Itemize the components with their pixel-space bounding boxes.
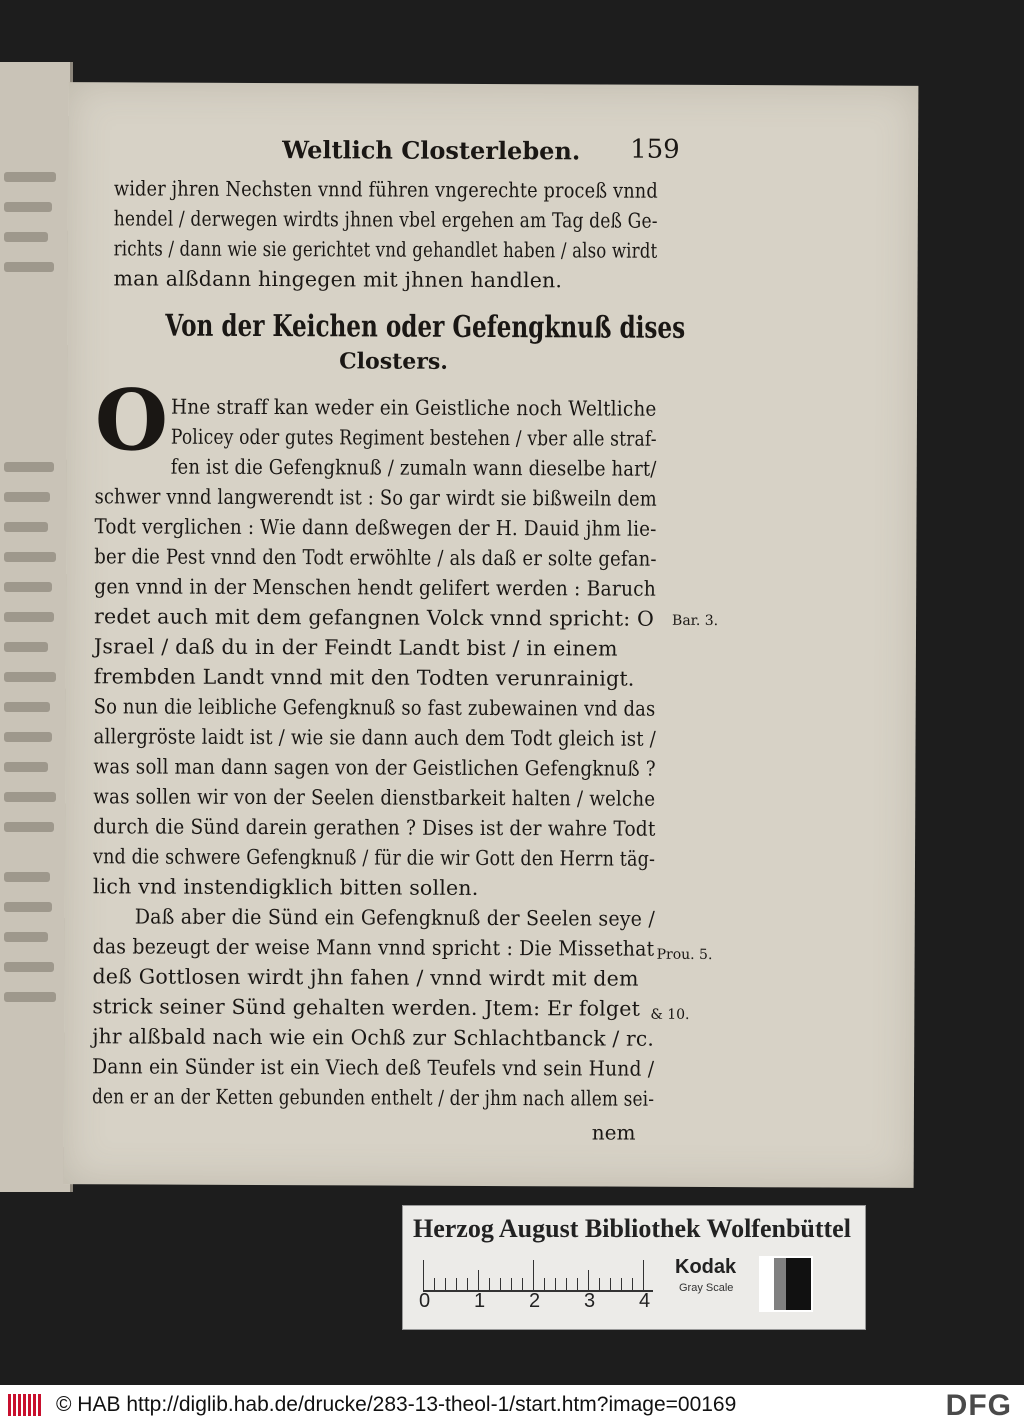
- text-line: Hne straff kan weder ein Geistliche noch Weltliche: [170, 394, 657, 421]
- text-line: lich vnd instendigklich bitten sollen.: [92, 874, 479, 900]
- text-line: den er an der Ketten gebunden enthelt / der jhm nach allem sei-: [91, 1084, 655, 1111]
- ruler-number: 1: [474, 1290, 486, 1312]
- text-line: strick seiner Sünd gehalten werden. Jtem: Er folget: [92, 994, 641, 1021]
- text-line: deß Gottlosen wirdt jhn fahen / vnnd wirdt mit dem: [92, 964, 639, 991]
- text-line: was soll man dann sagen von der Geistlichen Gefengknuß ?: [93, 754, 656, 781]
- text-line: jhr alßbald nach wie ein Ochß zur Schlachtbanck / rc.: [92, 1024, 655, 1051]
- ruler-number: 4: [639, 1290, 651, 1312]
- text-line: wider jhren Nechsten vnnd führen vngerechte proceß vnnd: [113, 176, 658, 203]
- text-line: richts / dann wie sie gerichtet vnd gehandlet haben / also wirdt: [113, 236, 658, 263]
- library-name: Herzog August Bibliothek Wolfenbüttel: [413, 1214, 851, 1243]
- text-line: frembden Landt vnnd mit den Todten verunrainigt.: [93, 664, 635, 691]
- text-line: redet auch mit dem gefangnen Volck vnnd spricht: O: [94, 604, 655, 631]
- dfg-logo: DFG: [945, 1389, 1012, 1422]
- text-line: allergröste laidt ist / wie sie dann auch dem Todt gleich ist /: [93, 724, 657, 751]
- text-line: fen ist die Gefengknuß / zumaln wann dieselbe hart/: [170, 454, 657, 481]
- text-line: das bezeugt der weise Mann vnnd spricht : Die Missethat: [92, 934, 655, 961]
- left-page-edge: [0, 62, 73, 1192]
- text-line: Daß aber die Sünd ein Gefengknuß der Seelen seye /: [134, 904, 656, 931]
- section-title: Von der Keichen oder Gefengknuß dises: [165, 308, 686, 346]
- margin-note: & 10.: [650, 1006, 690, 1023]
- running-head: Weltlich Closterleben.: [282, 135, 581, 166]
- text-line: So nun die leibliche Gefengknuß so fast zubewainen vnd das: [93, 694, 656, 721]
- text-line: man alßdann hingegen mit jhnen handlen.: [113, 266, 563, 293]
- margin-note: Bar. 3.: [672, 612, 719, 629]
- gray-scale-label: Gray Scale: [679, 1282, 734, 1294]
- text-line: hendel / derwegen wirdts jhnen vbel ergehen am Tag deß Ge-: [113, 206, 658, 233]
- section-title-continued: Closters.: [339, 348, 448, 375]
- page-number: 159: [630, 134, 680, 165]
- library-label-card: [402, 1205, 866, 1330]
- ruler-number: 0: [419, 1290, 431, 1312]
- drop-cap-initial: O: [94, 370, 169, 470]
- catchword: nem: [591, 1120, 636, 1145]
- gray-scale-patch: [759, 1256, 813, 1312]
- text-line: Jsrael / daß du in der Feindt Landt bist / in einem: [93, 634, 618, 661]
- ruler-number: 3: [584, 1290, 596, 1312]
- text-line: vnd die schwere Gefengknuß / für die wir Gott den Herrn täg-: [92, 844, 656, 871]
- footer-bar: [0, 1385, 1024, 1425]
- measurement-ruler: [423, 1258, 653, 1292]
- hab-logo-icon: [8, 1391, 44, 1419]
- source-url-text[interactable]: © HAB http://diglib.hab.de/drucke/283-13-theol-1/start.htm?image=00169: [56, 1393, 737, 1416]
- kodak-brand: Kodak: [675, 1256, 737, 1278]
- ruler-number: 2: [529, 1290, 541, 1312]
- text-line: Policey oder gutes Regiment bestehen / vber alle straf-: [170, 424, 657, 451]
- text-line: gen vnnd in der Menschen hendt gelifert werden : Baruch: [94, 574, 657, 601]
- text-line: durch die Sünd darein gerathen ? Dises ist der wahre Todt: [93, 814, 656, 841]
- text-line: Dann ein Sünder ist ein Viech deß Teufels vnd sein Hund /: [92, 1054, 655, 1081]
- text-line: Todt verglichen : Wie dann deßwegen der H. Dauid jhm lie-: [94, 514, 657, 541]
- text-line: was sollen wir von der Seelen dienstbarkeit halten / welche: [93, 784, 656, 811]
- book-page: [64, 82, 919, 1188]
- text-line: schwer vnnd langwerendt ist : So gar wirdt sie bißweiln dem: [94, 484, 657, 511]
- text-line: ber die Pest vnnd den Todt erwöhlte / als daß er solte gefan-: [94, 544, 657, 571]
- margin-note: Prou. 5.: [656, 946, 713, 963]
